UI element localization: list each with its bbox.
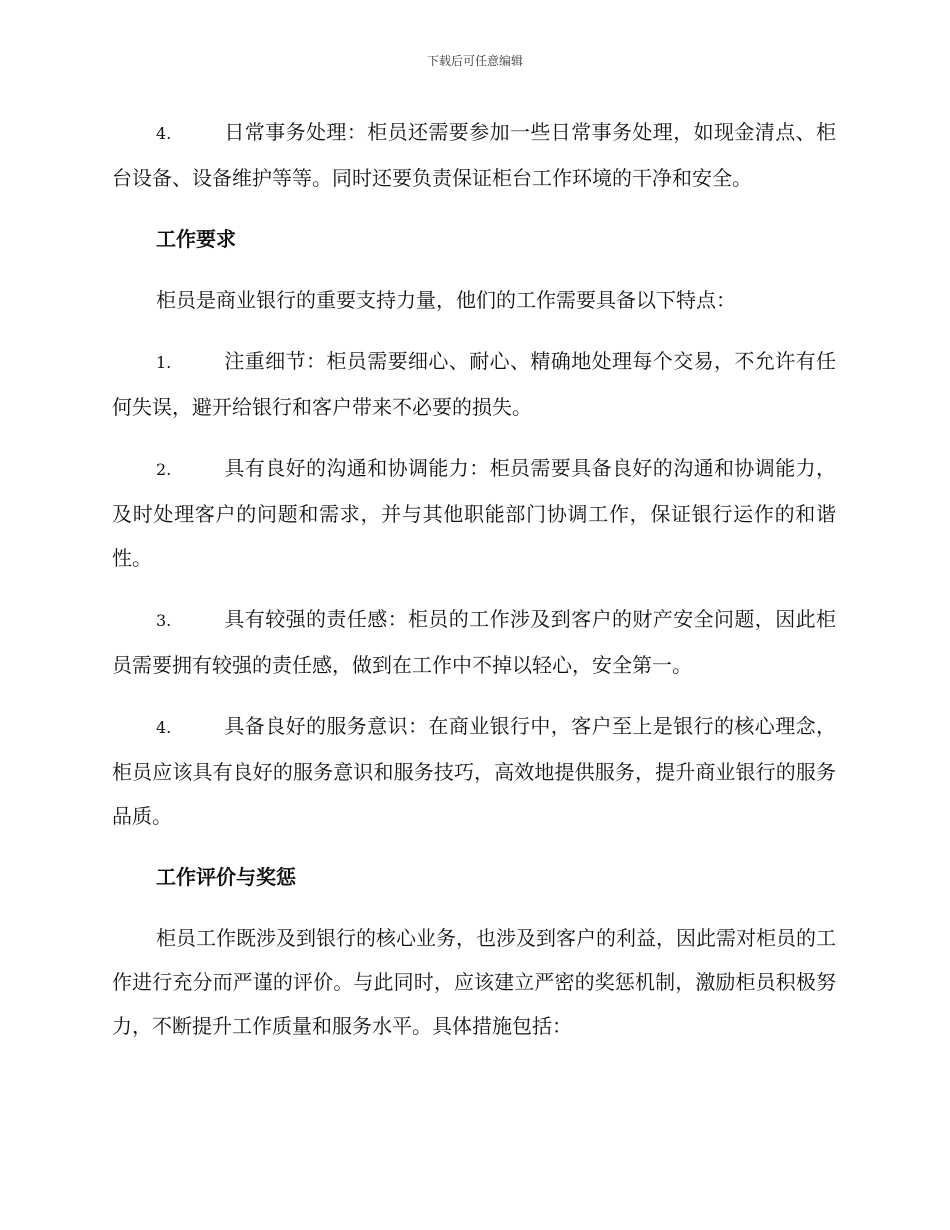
list-number: 3. xyxy=(156,611,172,630)
requirements-intro: 柜员是商业银行的重要支持力量，他们的工作需要具备以下特点： xyxy=(156,288,736,312)
list-item-requirement-4 xyxy=(112,704,836,838)
evaluation-paragraph: 柜员工作既涉及到银行的核心业务，也涉及到客户的利益，因此需对柜员的工作进行充分而严谨的评价。与此同时，应该建立严密的奖惩机制，激励柜员积极努力，不断提升工作质量和服务水平。具体措施包括： xyxy=(112,926,836,1038)
list-number: 1. xyxy=(156,353,172,372)
list-item-requirement-3 xyxy=(112,597,836,687)
document-body xyxy=(112,110,836,1065)
page-header: 下载后可任意编辑 xyxy=(426,54,523,68)
list-item-text: 具有较强的责任感：柜员的工作涉及到客户的财产安全问题，因此柜员需要拥有较强的责任感，做到在工作中不掉以轻心，安全第一。 xyxy=(112,607,836,677)
list-number: 4. xyxy=(156,124,172,143)
list-item-text: 注重细节：柜员需要细心、耐心、精确地处理每个交易，不允许有任何失误，避开给银行和客户带来不必要的损失。 xyxy=(112,349,836,419)
list-item-text: 具备良好的服务意识：在商业银行中，客户至上是银行的核心理念，柜员应该具有良好的服务意识和服务技巧，高效地提供服务，提升商业银行的服务品质。 xyxy=(112,714,836,828)
section-heading-requirements: 工作要求 xyxy=(156,227,236,251)
list-number: 2. xyxy=(156,460,172,479)
list-item-text: 日常事务处理：柜员还需要参加一些日常事务处理，如现金清点、柜台设备、设备维护等等。同时还要负责保证柜台工作环境的干净和安全。 xyxy=(112,120,836,190)
list-number: 4. xyxy=(156,718,172,737)
list-item-daily-affairs xyxy=(112,110,836,200)
list-item-requirement-2 xyxy=(112,446,836,580)
section-heading-evaluation: 工作评价与奖惩 xyxy=(156,865,296,889)
list-item-text: 具有良好的沟通和协调能力：柜员需要具备良好的沟通和协调能力，及时处理客户的问题和需求，并与其他职能部门协调工作，保证银行运作的和谐性。 xyxy=(112,456,836,570)
list-item-requirement-1 xyxy=(112,339,836,429)
